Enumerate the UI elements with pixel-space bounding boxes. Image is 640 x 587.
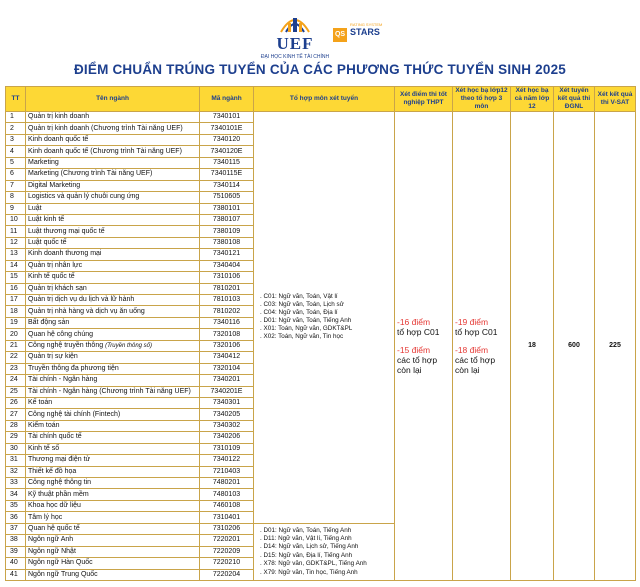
uef-crest-icon [275, 12, 315, 34]
row-major-code: 7340101 [200, 112, 254, 123]
combo-item: . X01: Toán, Ngữ văn, GDKT&PL [260, 325, 353, 333]
row-major-code: 7510605 [200, 192, 254, 203]
row-tt: 22 [6, 352, 26, 363]
row-tt: 3 [6, 134, 26, 145]
col-header-tt: TT [6, 87, 26, 112]
row-major-code: 7340201 [200, 375, 254, 386]
row-tt: 11 [6, 226, 26, 237]
combo-group-2 [254, 523, 395, 580]
row-tt: 30 [6, 443, 26, 454]
row-major-code: 7340404 [200, 260, 254, 271]
major-name-text: Tài chính quốc tế [28, 433, 82, 441]
row-major-code: 7340115 [200, 157, 254, 168]
row-tt: 7 [6, 180, 26, 191]
combo-item: . C03: Ngữ văn, Toán, Lịch sử [260, 301, 344, 309]
row-major-name [26, 317, 200, 328]
row-major-name [26, 295, 200, 306]
combo-item: . D15: Ngữ văn, Địa lí, Tiếng Anh [260, 551, 353, 559]
row-major-name [26, 397, 200, 408]
row-major-name [26, 455, 200, 466]
row-major-name [26, 329, 200, 340]
row-major-name [26, 192, 200, 203]
score-line-a [397, 317, 450, 327]
score-dgnl: 600 [554, 112, 595, 581]
row-major-code: 7320108 [200, 329, 254, 340]
score-a-unit: điểm [469, 316, 489, 327]
col-header-name: Tên ngành [26, 87, 200, 112]
row-major-name [26, 443, 200, 454]
table-row [6, 112, 636, 123]
row-major-code: 7340116 [200, 317, 254, 328]
score-b-text: các tổ hợp còn lại [397, 354, 438, 375]
page-header [0, 0, 640, 84]
col-header-thpt: Xét điểm thi tốt nghiệp THPT [395, 87, 453, 112]
row-tt: 24 [6, 375, 26, 386]
major-name-text: Quản trị sự kiện [28, 353, 78, 361]
qs-stars-label: STARS [350, 27, 380, 37]
row-tt: 31 [6, 455, 26, 466]
major-name-text: Kiểm toán [28, 422, 60, 430]
row-tt: 38 [6, 535, 26, 546]
row-major-name [26, 260, 200, 271]
row-tt: 39 [6, 546, 26, 557]
score-thpt [395, 112, 453, 581]
row-tt: 41 [6, 569, 26, 580]
score-vsat: 225 [595, 112, 636, 581]
row-tt: 8 [6, 192, 26, 203]
row-tt: 29 [6, 432, 26, 443]
row-major-name [26, 478, 200, 489]
major-name-text: Ngôn ngữ Trung Quốc [28, 570, 98, 578]
major-name-text: Tài chính - Ngân hàng [28, 376, 98, 384]
row-major-name [26, 169, 200, 180]
row-major-code: 7340201E [200, 386, 254, 397]
row-major-name [26, 180, 200, 191]
score-thpt-content [397, 317, 450, 375]
col-header-vsat: Xét kết quả thi V-SAT [595, 87, 636, 112]
row-major-name [26, 375, 200, 386]
row-major-code: 7210403 [200, 466, 254, 477]
combo-item: . C04: Ngữ văn, Toán, Địa lí [260, 309, 338, 317]
major-name-text: Quan hệ công chúng [28, 330, 93, 338]
row-major-code: 7310106 [200, 272, 254, 283]
row-tt: 14 [6, 260, 26, 271]
row-major-name [26, 226, 200, 237]
row-major-name [26, 203, 200, 214]
row-major-code: 7310109 [200, 443, 254, 454]
row-major-name [26, 432, 200, 443]
major-name-text: Quản trị kinh doanh (Chương trình Tài năng UEF) [28, 124, 183, 132]
major-name-text: Thương mại điện tử [28, 456, 91, 464]
major-name-text: Tài chính - Ngân hàng (Chương trình Tài năng UEF) [28, 387, 191, 395]
major-name-text: Thiết kế đồ họa [28, 467, 77, 475]
score-line-b [397, 345, 450, 355]
score-a-unit: điểm [411, 316, 431, 327]
admission-score-table [5, 86, 636, 581]
row-major-name [26, 466, 200, 477]
row-major-name [26, 249, 200, 260]
row-major-code: 7810201 [200, 283, 254, 294]
row-tt: 13 [6, 249, 26, 260]
combo-item: . D01: Ngữ văn, Toán, Tiếng Anh [260, 526, 352, 534]
col-header-hocba3: Xét học bạ lớp12 theo tổ hợp 3 môn [453, 87, 511, 112]
row-tt: 2 [6, 123, 26, 134]
row-major-code: 7310401 [200, 512, 254, 523]
qs-stars-logo [333, 22, 393, 44]
row-tt: 37 [6, 523, 26, 534]
row-tt: 32 [6, 466, 26, 477]
row-tt: 21 [6, 340, 26, 351]
score-b-text: các tổ hợp còn lại [455, 354, 496, 375]
row-major-code: 7340120 [200, 134, 254, 145]
row-major-code: 7340115E [200, 169, 254, 180]
page-title: ĐIỂM CHUẨN TRÚNG TUYỂN CỦA CÁC PHƯƠNG THỨC TUYỂN SINH 2025 [73, 62, 567, 77]
score-b-number: -18 [455, 344, 468, 355]
major-name-text: Kỹ thuật phần mềm [28, 490, 89, 498]
row-tt: 4 [6, 146, 26, 157]
major-name-text: Truyền thông đa phương tiện [28, 364, 119, 372]
row-major-name [26, 409, 200, 420]
score-a-number: -16 [397, 316, 410, 327]
major-name-text: Kinh tế số [28, 444, 60, 452]
row-major-name [26, 558, 200, 569]
row-major-code: 7340205 [200, 409, 254, 420]
row-tt: 12 [6, 237, 26, 248]
score-a-text: tổ hợp C01 [397, 326, 440, 337]
col-header-hocba-nam: Xét học bạ cả năm lớp 12 [511, 87, 554, 112]
major-name-text: Kinh doanh quốc tế [28, 136, 89, 144]
uef-logo-mark: UEF [276, 34, 314, 53]
major-name-text: Khoa học dữ liệu [28, 502, 81, 510]
major-name-text: Luật quốc tế [28, 239, 67, 247]
row-major-code: 7340302 [200, 420, 254, 431]
row-major-name [26, 523, 200, 534]
row-major-code: 7320106 [200, 340, 254, 351]
major-name-text: Ngôn ngữ Nhật [28, 547, 76, 555]
combo-item: . D01: Ngữ văn, Toán, Tiếng Anh [260, 317, 352, 325]
row-major-code: 7340122 [200, 455, 254, 466]
row-major-name [26, 363, 200, 374]
major-name-text: Marketing (Chương trình Tài năng UEF) [28, 170, 153, 178]
row-major-code: 7340120E [200, 146, 254, 157]
row-tt: 1 [6, 112, 26, 123]
row-tt: 26 [6, 397, 26, 408]
row-tt: 23 [6, 363, 26, 374]
row-major-name [26, 214, 200, 225]
row-major-name [26, 420, 200, 431]
row-major-code: 7340114 [200, 180, 254, 191]
score-a-number: -19 [455, 316, 468, 327]
row-major-name [26, 500, 200, 511]
major-name-text: Tâm lý học [28, 513, 63, 521]
major-name-text: Bất động sản [28, 319, 70, 327]
score-hocba3-content [455, 317, 508, 375]
row-major-code: 7810103 [200, 295, 254, 306]
row-tt: 9 [6, 203, 26, 214]
row-major-name [26, 546, 200, 557]
col-header-dgnl: Xét tuyển kết quả thi ĐGNL [554, 87, 595, 112]
row-tt: 25 [6, 386, 26, 397]
major-name-text: Kế toán [28, 399, 53, 407]
major-name-text: Luật kinh tế [28, 216, 65, 224]
major-name-text: Công nghệ tài chính (Fintech) [28, 410, 121, 418]
row-major-name [26, 157, 200, 168]
row-major-code: 7220204 [200, 569, 254, 580]
major-name-text: Quản trị khách sạn [28, 284, 87, 292]
combo-item: . X79: Ngữ văn, Tin học, Tiếng Anh [260, 568, 358, 576]
row-major-code: 7380108 [200, 237, 254, 248]
combo-item: . D11: Ngữ văn, Vật lí, Tiếng Anh [260, 535, 352, 543]
row-tt: 40 [6, 558, 26, 569]
score-hocba-nam: 18 [511, 112, 554, 581]
row-major-name [26, 237, 200, 248]
row-major-name [26, 352, 200, 363]
combo-item: . D14: Ngữ văn, Lịch sử, Tiếng Anh [260, 543, 359, 551]
row-major-code: 7340412 [200, 352, 254, 363]
row-tt: 34 [6, 489, 26, 500]
major-name-text: Marketing [28, 158, 59, 166]
row-major-code: 7340121 [200, 249, 254, 260]
combo-item: . X78: Ngữ văn, GDKT&PL, Tiếng Anh [260, 560, 367, 568]
row-tt: 16 [6, 283, 26, 294]
row-tt: 18 [6, 306, 26, 317]
row-major-code: 7220201 [200, 535, 254, 546]
row-tt: 33 [6, 478, 26, 489]
major-name-text: Ngôn ngữ Hàn Quốc [28, 559, 93, 567]
row-major-name [26, 512, 200, 523]
row-major-name [26, 112, 200, 123]
major-name-text: Quản trị kinh doanh [28, 113, 90, 121]
combo-item: . X02: Toán, Ngữ văn, Tin học [260, 333, 344, 341]
uef-logo-subtitle: ĐẠI HỌC KINH TẾ TÀI CHÍNH [260, 54, 330, 60]
major-name-text: Logistics và quản lý chuỗi cung ứng [28, 193, 140, 201]
major-name-text: Digital Marketing [28, 181, 81, 189]
col-header-combo: Tổ hợp môn xét tuyển [254, 87, 395, 112]
row-major-code: 7380107 [200, 214, 254, 225]
row-tt: 19 [6, 317, 26, 328]
row-major-code: 7380101 [200, 203, 254, 214]
table-header-row [6, 87, 636, 112]
major-name-text: Công nghệ thông tin [28, 479, 92, 487]
major-name-text: Ngôn ngữ Anh [28, 536, 74, 544]
row-tt: 15 [6, 272, 26, 283]
score-b-unit: điểm [469, 344, 489, 355]
row-major-name [26, 386, 200, 397]
row-major-code: 7380109 [200, 226, 254, 237]
score-line-b [455, 345, 508, 355]
score-gap [455, 337, 508, 345]
row-major-code: 7480103 [200, 489, 254, 500]
score-b-unit: điểm [411, 344, 431, 355]
row-tt: 20 [6, 329, 26, 340]
row-tt: 36 [6, 512, 26, 523]
major-name-text: Luật thương mại quốc tế [28, 227, 105, 235]
row-major-code: 7480201 [200, 478, 254, 489]
combo-item: . C01: Ngữ văn, Toán, Vật lí [260, 293, 338, 301]
row-major-name [26, 569, 200, 580]
row-major-code: 7220209 [200, 546, 254, 557]
uef-logo [255, 12, 335, 60]
row-major-code: 7340206 [200, 432, 254, 443]
row-major-code: 7340101E [200, 123, 254, 134]
major-name-text: Công nghệ truyền thông [28, 341, 104, 349]
major-name-text: Quản trị nhân lực [28, 261, 83, 269]
row-major-name [26, 272, 200, 283]
score-line-a [455, 317, 508, 327]
row-major-name [26, 306, 200, 317]
row-major-name [26, 340, 200, 351]
row-major-name [26, 146, 200, 157]
score-b-number: -15 [397, 344, 410, 355]
row-tt: 10 [6, 214, 26, 225]
row-major-code: 7320104 [200, 363, 254, 374]
row-major-code: 7810202 [200, 306, 254, 317]
row-major-name [26, 489, 200, 500]
row-major-name [26, 123, 200, 134]
row-tt: 6 [6, 169, 26, 180]
major-name-text: Luật [28, 204, 42, 212]
major-name-note: (Truyền thông số) [105, 342, 152, 349]
row-major-name [26, 283, 200, 294]
row-tt: 17 [6, 295, 26, 306]
major-name-text: Quản trị dịch vụ du lịch và lữ hành [28, 296, 135, 304]
row-major-code: 7310206 [200, 523, 254, 534]
row-tt: 28 [6, 420, 26, 431]
col-header-code: Mã ngành [200, 87, 254, 112]
score-gap [397, 337, 450, 345]
score-hocba3 [453, 112, 511, 581]
row-major-name [26, 134, 200, 145]
qs-small-label: RATING SYSTEM [350, 22, 383, 27]
row-major-code: 7460108 [200, 500, 254, 511]
score-a-text: tổ hợp C01 [455, 326, 498, 337]
row-tt: 5 [6, 157, 26, 168]
major-name-text: Kinh doanh thương mại [28, 250, 102, 258]
row-tt: 27 [6, 409, 26, 420]
major-name-text: Kinh doanh quốc tế (Chương trình Tài năng UEF) [28, 147, 182, 155]
row-major-code: 7220210 [200, 558, 254, 569]
row-major-code: 7340301 [200, 397, 254, 408]
row-tt: 35 [6, 500, 26, 511]
qs-badge: QS [333, 28, 347, 42]
combo-group-1 [254, 112, 395, 524]
row-major-name [26, 535, 200, 546]
major-name-text: Kinh tế quốc tế [28, 273, 75, 281]
major-name-text: Quan hệ quốc tế [28, 524, 80, 532]
major-name-text: Quản trị nhà hàng và dịch vụ ăn uống [28, 307, 145, 315]
